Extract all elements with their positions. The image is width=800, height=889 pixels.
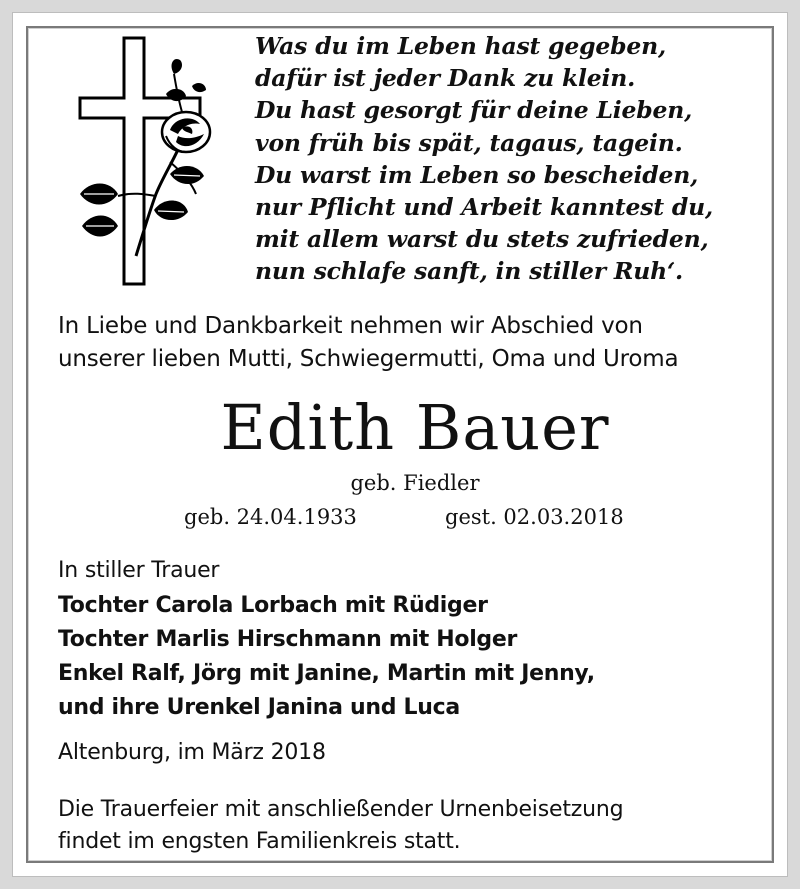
mourner-line: Enkel Ralf, Jörg mit Janine, Martin mit Jenny, — [58, 661, 595, 686]
mourners-list — [58, 589, 595, 725]
intro-line: unserer lieben Mutti, Schwiegermutti, Oma und Uroma — [58, 346, 679, 372]
mourner-line: Tochter Marlis Hirschmann mit Holger — [58, 627, 518, 652]
intro-line: In Liebe und Dankbarkeit nehmen wir Abschied von — [58, 313, 643, 339]
mourner-line: und ihre Urenkel Janina und Luca — [58, 695, 460, 720]
birth-name: geb. Fiedler — [350, 471, 480, 495]
mourner-line: Tochter Carola Lorbach mit Rüdiger — [58, 593, 488, 618]
intro-text — [58, 310, 758, 376]
poem — [255, 30, 755, 288]
birth-date: geb. 24.04.1933 — [184, 505, 357, 529]
funeral-note-line: Die Trauerfeier mit anschließender Urnenbeisetzung — [58, 797, 624, 822]
poem-line: Was du im Leben hast gegeben, — [255, 32, 666, 60]
mourning-label: In stiller Trauer — [58, 558, 220, 583]
cross-with-rose-icon — [74, 34, 214, 289]
funeral-note-line: findet im engsten Familienkreis statt. — [58, 829, 461, 854]
poem-line: nur Pflicht und Arbeit kanntest du, — [255, 193, 713, 222]
poem-line: mit allem warst du stets zufrieden, — [255, 225, 709, 254]
poem-line: nun schlafe sanft, in stiller Ruh‘. — [255, 257, 683, 286]
poem-line: Du hast gesorgt für deine Lieben, — [255, 96, 693, 125]
funeral-note — [58, 794, 623, 858]
poem-line: von früh bis spät, tagaus, tagein. — [255, 128, 683, 157]
poem-line: dafür ist jeder Dank zu klein. — [255, 64, 636, 93]
death-date: gest. 02.03.2018 — [445, 505, 624, 529]
poem-line: Du warst im Leben so bescheiden, — [255, 160, 699, 189]
deceased-name: Edith Bauer — [220, 391, 610, 464]
life-dates — [0, 502, 800, 532]
place-date: Altenburg, im März 2018 — [58, 740, 326, 765]
